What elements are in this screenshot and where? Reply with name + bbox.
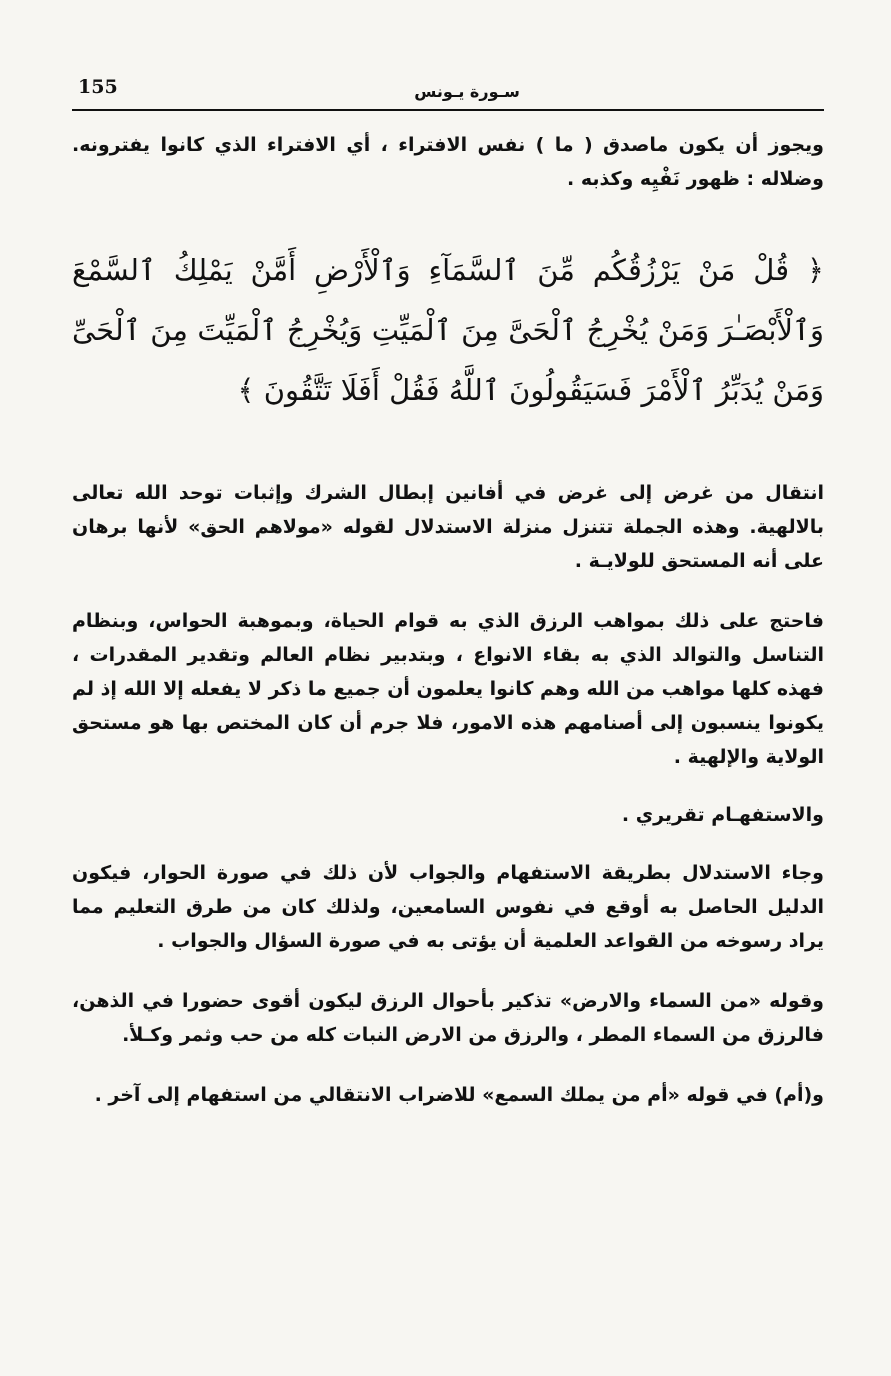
commentary-paragraph-5: وقوله «من السماء والارض» تذكير بأحوال الرزق ليكون أقوى حضورا في الذهن، فالرزق من السماء المطر ، والرزق من الارض النبات كله من حب وثمر وكـلأ. [72,990,824,1046]
intro-paragraph: ويجوز أن يكون ماصدق ( ما ) نفس الافتراء ، أي الافتراء الذي كانوا يفترونه. وضلاله : ظهور نَفْيِه وكذبه . [72,134,824,190]
commentary-paragraph-1: انتقال من غرض إلى غرض في أفانين إبطال الشرك وإثبات توحد الله تعالى بالالهية. وهذه الجملة تتنزل منزلة الاستدلال لقوله «مولاهم الحق» لأنها برهان على أنه المستحق للولايـة . [72,482,824,572]
commentary-paragraph-2: فاحتج على ذلك بمواهب الرزق الذي به قوام الحياة، وبموهبة الحواس، وبنظام التناسل والتوالد الذي به بقاء الانواع ، وبتدبير نظام العالم وتقدير المقدرات ، فهذه كلها مواهب من الله وهم كانوا يعلمون أن جميع ما ذكر لا يفعله إلا الله إذ لم يكونوا ينسبون إلى أصنامهم هذه الامور، فلا جرم أن كان المختص بها هو مستحق الولاية والإلهية . [72,610,824,768]
commentary-paragraph-3: والاستفهـام تقريري . [621,804,824,826]
commentary-paragraph-6: و(أم) في قوله «أم من يملك السمع» للاضراب الانتقالي من استفهام إلى آخر . [94,1084,824,1106]
page-header [72,70,824,110]
running-title: سـورة يـونس [414,82,520,101]
header-rule [72,109,824,111]
quran-verse: ﴿ قُلْ مَنْ يَرْزُقُكُم مِّنَ ٱلسَّمَآءِ وَٱلْأَرْضِ أَمَّنْ يَمْلِكُ ٱلسَّمْعَ وَٱلْأَبْصَـٰرَ وَمَنْ يُخْرِجُ ٱلْحَىَّ مِنَ ٱلْمَيِّتِ وَيُخْرِجُ ٱلْمَيِّتَ مِنَ ٱلْحَىِّ وَمَنْ يُدَبِّرُ ٱلْأَمْرَ فَسَيَقُولُونَ ٱللَّهُ فَقُلْ أَفَلَا تَتَّقُونَ ﴾ [72,253,824,407]
page-number: 155 [78,76,118,98]
page-body [72,128,824,1130]
commentary-paragraph-4: وجاء الاستدلال بطريقة الاستفهام والجواب لأن ذلك في صورة الحوار، فيكون الدليل الحاصل به أوقع في نفوس السامعين، ولذلك كان من طرق التعليم مما يراد رسوخه من القواعد العلمية أن يؤتى به في صورة السؤال والجواب . [72,862,824,952]
